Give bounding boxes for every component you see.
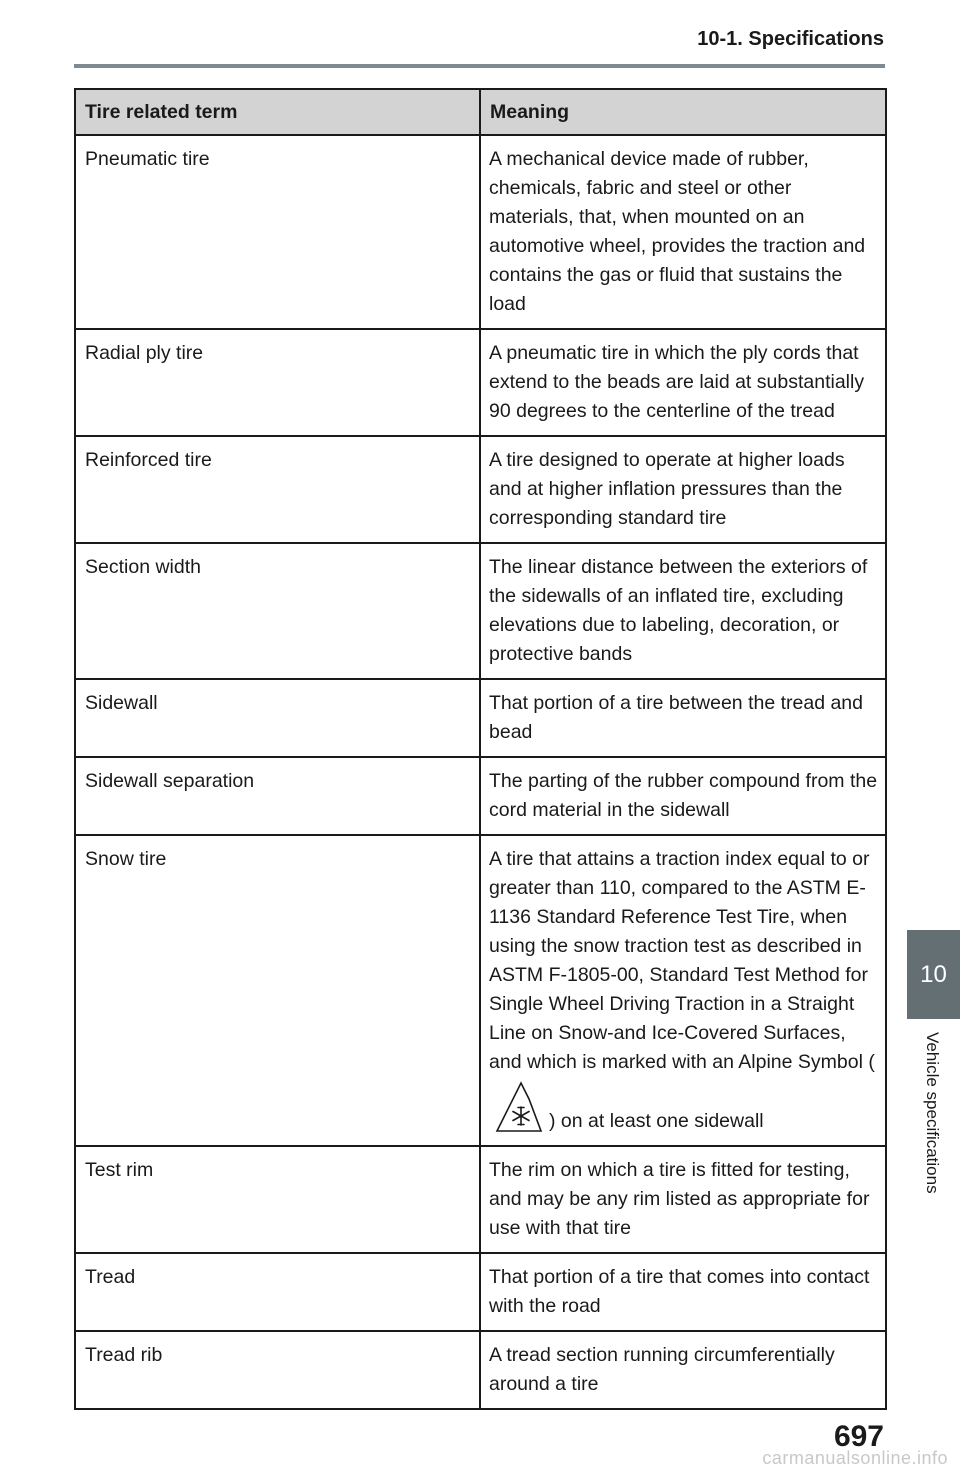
table-row [75, 543, 886, 679]
alpine-symbol-icon [491, 1077, 547, 1135]
watermark: carmanualsonline.info [762, 1448, 948, 1468]
term-cell: Radial ply tire [75, 329, 480, 436]
chapter-label [912, 1032, 952, 1222]
column-header-term: Tire related term [75, 89, 480, 135]
meaning-cell: The rim on which a tire is fitted for testing, and may be any rim listed as appropriate for use with that tire [480, 1146, 886, 1253]
table-row [75, 757, 886, 835]
term-cell: Section width [75, 543, 480, 679]
meaning-cell: The linear distance between the exteriors of the sidewalls of an inflated tire, excluding elevations due to labeling, decoration, or protective bands [480, 543, 886, 679]
term-cell: Pneumatic tire [75, 135, 480, 329]
meaning-cell: A pneumatic tire in which the ply cords that extend to the beads are laid at substantially 90 degrees to the centerline of the tread [480, 329, 886, 436]
header-rule [74, 64, 885, 68]
meaning-cell: That portion of a tire between the tread and bead [480, 679, 886, 757]
term-cell: Snow tire [75, 835, 480, 1146]
meaning-cell: That portion of a tire that comes into contact with the road [480, 1253, 886, 1331]
column-header-meaning: Meaning [480, 89, 886, 135]
table-row [75, 679, 886, 757]
section-title: 10-1. Specifications [697, 28, 884, 50]
table-row [75, 1253, 886, 1331]
meaning-cell: The parting of the rubber compound from the cord material in the sidewall [480, 757, 886, 835]
term-cell: Sidewall separation [75, 757, 480, 835]
table-row [75, 436, 886, 543]
term-cell: Tread [75, 1253, 480, 1331]
term-cell: Reinforced tire [75, 436, 480, 543]
table-row [75, 1146, 886, 1253]
meaning-text-after-icon: ) on at least one sidewall [549, 1110, 764, 1132]
meaning-text-before-icon: A tire that attains a traction index equal to or greater than 110, compared to the ASTM E-1136 Standard Reference Test Tire, when using the snow traction test as described in ASTM F-1805-00, Standard Test Method for Single Wheel Driving Traction in a Straight Line on Snow-and Ice-Covered Surfaces, and which is marked with an Alpine Symbol ( [489, 848, 875, 1073]
chapter-tab[interactable]: 10 [907, 930, 960, 1019]
table-header-row [75, 89, 886, 135]
meaning-cell [480, 835, 886, 1146]
chapter-label-text: Vehicle specifications [923, 1032, 942, 1194]
meaning-cell: A mechanical device made of rubber, chemicals, fabric and steel or other materials, that, when mounted on an automotive wheel, provides the traction and contains the gas or fluid that sustains the load [480, 135, 886, 329]
table-row [75, 1331, 886, 1409]
tire-terms-table [74, 88, 887, 1410]
meaning-cell: A tire designed to operate at higher loads and at higher inflation pressures than the corresponding standard tire [480, 436, 886, 543]
term-cell: Sidewall [75, 679, 480, 757]
table-row [75, 135, 886, 329]
table-row [75, 329, 886, 436]
page-number: 697 [833, 1420, 884, 1453]
term-cell: Tread rib [75, 1331, 480, 1409]
meaning-cell: A tread section running circumferentially around a tire [480, 1331, 886, 1409]
table-row [75, 835, 886, 1146]
term-cell: Test rim [75, 1146, 480, 1253]
